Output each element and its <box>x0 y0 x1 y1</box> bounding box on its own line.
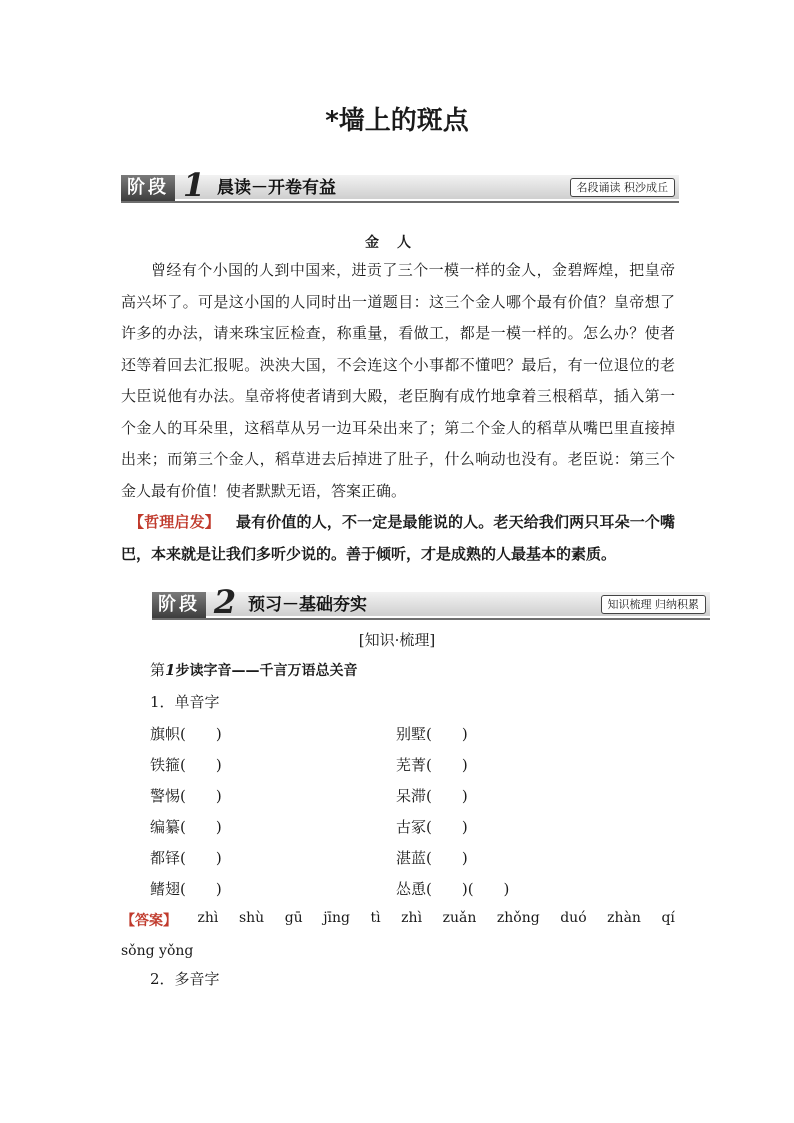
page-title: *墙上的斑点 <box>325 106 469 136</box>
answer-row <box>121 910 675 932</box>
word-right-5: 湛蓝( ) <box>396 849 468 867</box>
word-right-4: 古冢( ) <box>396 818 468 836</box>
word-left-6: 鳍翅( ) <box>150 880 222 898</box>
stage1-heading: 晨读－开卷有益 <box>217 178 336 198</box>
pinyin-10: zhàn <box>607 910 641 926</box>
insight-label: 【哲理启发】 <box>129 513 220 531</box>
pinyin-8: zhǒng <box>496 910 540 926</box>
step1-prefix: 第 <box>150 661 166 679</box>
pinyin-2: shù <box>238 910 265 926</box>
pinyin-11: qí <box>661 910 675 926</box>
pinyin-7: zuǎn <box>442 910 477 926</box>
word-left-1: 旗帜( ) <box>150 725 222 743</box>
insight-paragraph <box>121 507 675 570</box>
word-left-5: 都铎( ) <box>150 849 222 867</box>
pinyin-9: duó <box>560 910 587 926</box>
stage1-tag: 阶段 <box>121 175 175 201</box>
multi-char-heading: 2．多音字 <box>150 970 220 988</box>
word-left-3: 警惕( ) <box>150 787 222 805</box>
pinyin-1: zhì <box>197 910 219 926</box>
word-right-1: 别墅( ) <box>396 725 468 743</box>
word-left-2: 铁箍( ) <box>150 756 222 774</box>
step1-heading <box>150 660 357 681</box>
stage2-tag: 阶段 <box>152 592 206 618</box>
answer-label: 【答案】 <box>121 913 177 929</box>
story-paragraph: 曾经有个小国的人到中国来，进贡了三个一模一样的金人，金碧辉煌，把皇帝高兴坏了。可是这小国的人同时出一道题目：这三个金人哪个最有价值？皇帝想了许多的办法，请来珠宝匠检查，称重量，看做工，都是一模一样的。怎么办？使者还等着回去汇报呢。泱泱大国，不会连这个小事都不懂吧？最后，有一位退位的老大臣说他有办法。皇帝将使者请到大殿，老臣胸有成竹地拿着三根稻草，插入第一个金人的耳朵里，这稻草从另一边耳朵出来了；第二个金人的稻草从嘴巴里直接掉出来；而第三个金人，稻草进去后掉进了肚子，什么响动也没有。老臣说：第三个金人最有价值！使者默默无语，答案正确。 <box>121 261 675 500</box>
stage2-number: 2 <box>213 583 237 621</box>
word-right-3: 呆滞( ) <box>396 787 468 805</box>
step1-text: 步读字音——千言万语总关音 <box>175 663 358 679</box>
step1-number: 1 <box>165 661 176 679</box>
pinyin-6: zhì <box>401 910 423 926</box>
stage2-heading: 预习－基础夯实 <box>248 595 367 615</box>
pinyin-3: gū <box>284 910 303 926</box>
pinyin-5: tì <box>370 910 381 926</box>
stage1-badge: 名段诵读 积沙成丘 <box>570 178 676 197</box>
story-title: 金人 <box>365 235 429 251</box>
stage2-badge: 知识梳理 归纳积累 <box>601 595 707 614</box>
insight-text: 最有价值的人，不一定是最能说的人。老天给我们两只耳朵一个嘴巴，本来就是让我们多听少说的。善于倾听，才是成熟的人最基本的素质。 <box>121 513 675 563</box>
stage2-bar <box>152 583 710 621</box>
word-right-6: 怂恿( )( ) <box>396 880 510 898</box>
pinyin-line2: sǒng yǒng <box>121 943 194 959</box>
word-right-2: 芜菁( ) <box>396 756 468 774</box>
stage1-number: 1 <box>182 166 206 204</box>
section-label: [知识·梳理] <box>358 631 436 649</box>
pinyin-4: jīng <box>323 910 350 926</box>
stage1-bar <box>121 166 679 204</box>
word-left-4: 编纂( ) <box>150 818 222 836</box>
single-char-heading: 1．单音字 <box>150 693 220 711</box>
